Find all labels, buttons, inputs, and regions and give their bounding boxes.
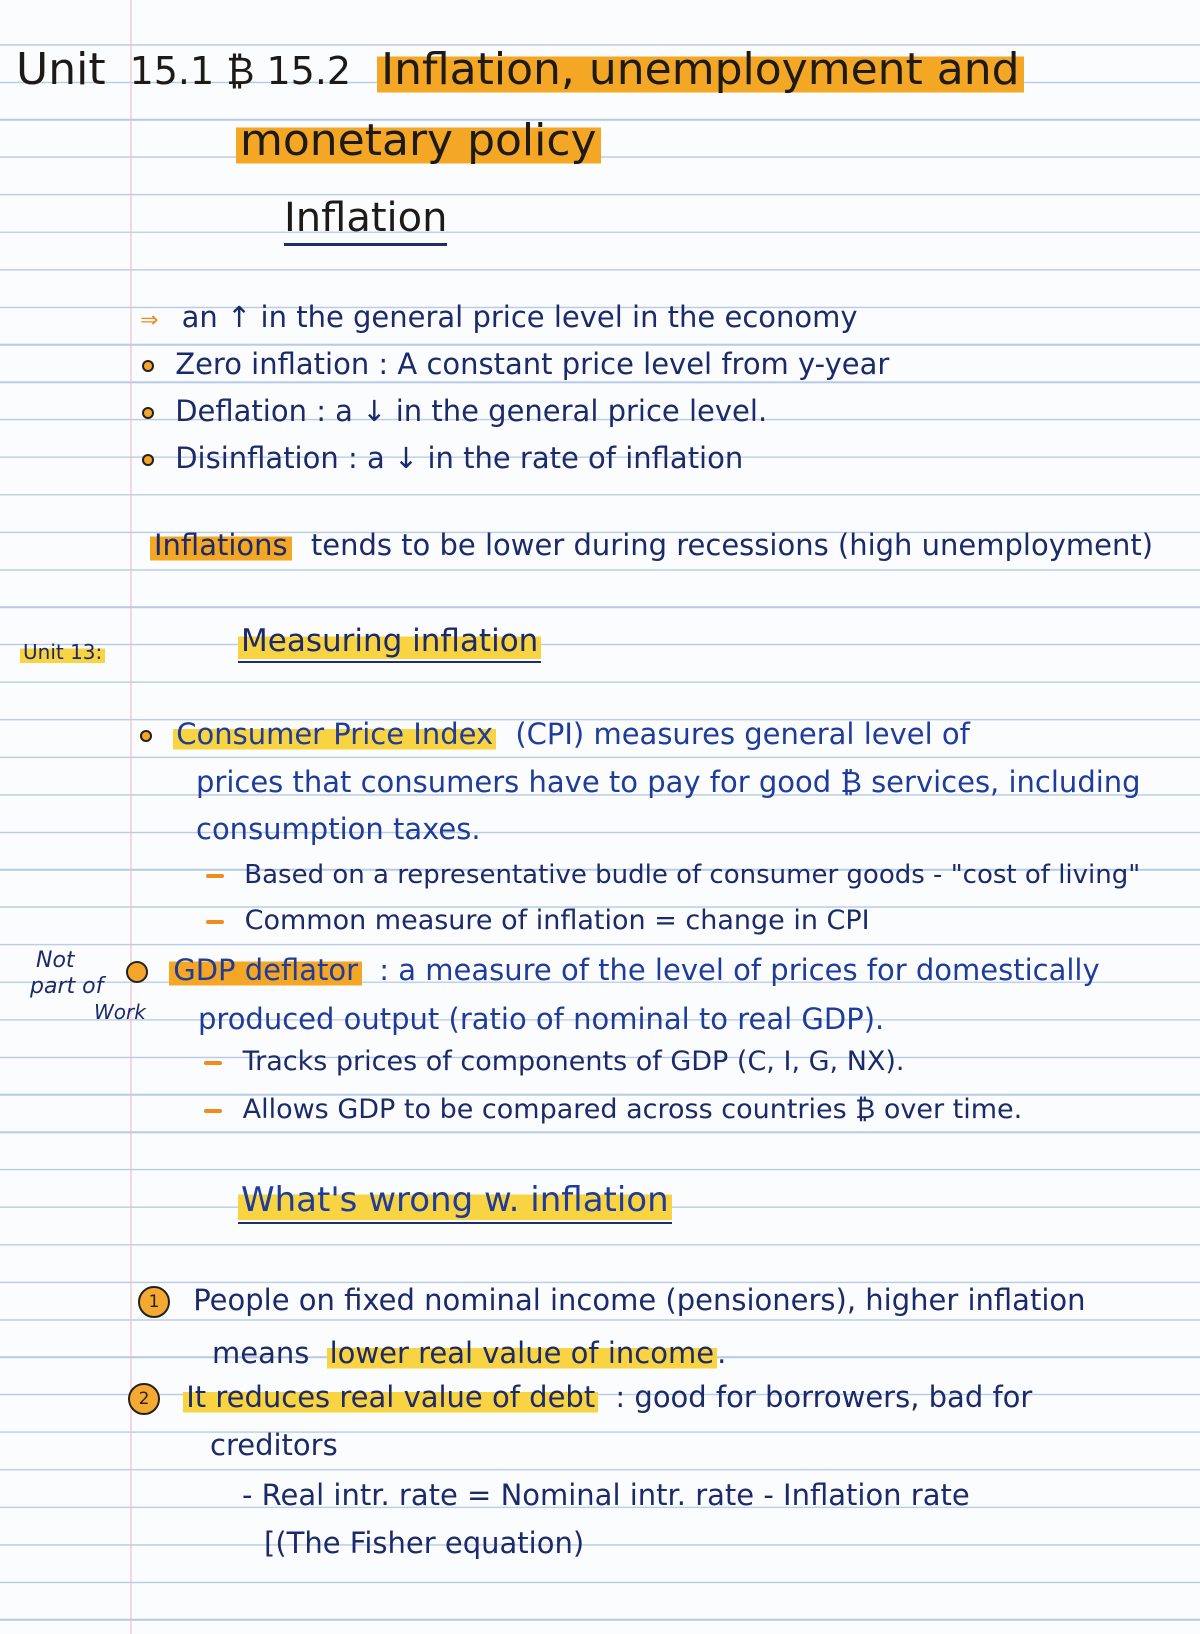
bullet-icon: [142, 407, 154, 419]
wrong-item-1-line-2: means lower real value of income .: [212, 1336, 727, 1370]
dash-icon: [206, 874, 224, 878]
unit-label: Unit: [16, 44, 106, 95]
dash-icon: [204, 1109, 222, 1113]
cpi-line-3: consumption taxes.: [196, 812, 481, 846]
page-title-continued: monetary policy: [236, 115, 601, 166]
bullet-icon: [140, 730, 152, 742]
title-line-1: [16, 44, 1024, 95]
title-line-2: [236, 115, 601, 166]
recession-note: Inflations tends to be lower during recessions (high unemployment): [150, 528, 1153, 562]
gdp-deflator-highlight: GDP deflator: [169, 953, 362, 987]
gdp-deflator-line-1: GDP deflator : a measure of the level of prices for domestically: [126, 953, 1100, 987]
cpi-sub-2: Common measure of inflation = change in CPI: [206, 905, 870, 936]
gdp-sub-2: Allows GDP to be compared across countries ₿ over time.: [204, 1094, 1022, 1125]
recession-note-highlight: Inflations: [150, 528, 292, 562]
definition-deflation: Deflation : a ↓ in the general price level.: [142, 394, 767, 428]
arrow-icon: ⇒: [140, 308, 159, 333]
dash-icon: [204, 1061, 222, 1065]
cpi-line-1: Consumer Price Index (CPI) measures general level of: [140, 717, 970, 751]
section-heading-whats-wrong: What's wrong w. inflation: [238, 1180, 672, 1220]
gdp-deflator-line-2: produced output (ratio of nominal to real GDP).: [198, 1002, 885, 1036]
cpi-highlight: Consumer Price Index: [173, 717, 496, 751]
cpi-sub-1: Based on a representative budle of consumer goods - "cost of living": [206, 860, 1140, 890]
bullet-icon: [126, 961, 148, 983]
side-note-not: Not: [36, 948, 75, 973]
section-heading-measuring: Measuring inflation: [238, 623, 541, 659]
number-2-icon: 2: [128, 1383, 160, 1415]
bullet-icon: [142, 454, 154, 466]
dash-icon: [206, 920, 224, 924]
reduces-debt-highlight: It reduces real value of debt: [183, 1380, 598, 1414]
section-heading-inflation: Inflation: [284, 195, 447, 241]
number-1-icon: 1: [138, 1286, 170, 1318]
wrong-item-2-line-1: 2 It reduces real value of debt : good for borrowers, bad for: [128, 1380, 1032, 1415]
lower-real-value-highlight: lower real value of income: [327, 1336, 718, 1370]
fisher-equation-line: - Real intr. rate = Nominal intr. rate - Inflation rate: [242, 1478, 970, 1512]
side-note-work: Work: [94, 1000, 146, 1024]
definition-zero-inflation: Zero inflation : A constant price level from y-year: [142, 347, 889, 381]
side-note-part-of: part of: [30, 974, 104, 999]
fisher-equation-note: [(The Fisher equation): [264, 1526, 585, 1560]
definition-disinflation: Disinflation : a ↓ in the rate of inflation: [142, 441, 743, 475]
definition-inflation: ⇒ an ↑ in the general price level in the economy: [140, 300, 858, 334]
bullet-icon: [142, 360, 154, 372]
wrong-item-2-line-2: creditors: [210, 1428, 338, 1462]
unit-numbers: 15.1 ₿ 15.2: [129, 49, 352, 93]
wrong-item-1-line-1: 1 People on fixed nominal income (pensioners), higher inflation: [138, 1283, 1086, 1318]
side-note-unit-13: Unit 13:: [20, 640, 105, 664]
cpi-line-2: prices that consumers have to pay for good ₿ services, including: [196, 765, 1141, 799]
page-title: Inflation, unemployment and: [377, 44, 1023, 95]
gdp-sub-1: Tracks prices of components of GDP (C, I, G, NX).: [204, 1046, 905, 1077]
